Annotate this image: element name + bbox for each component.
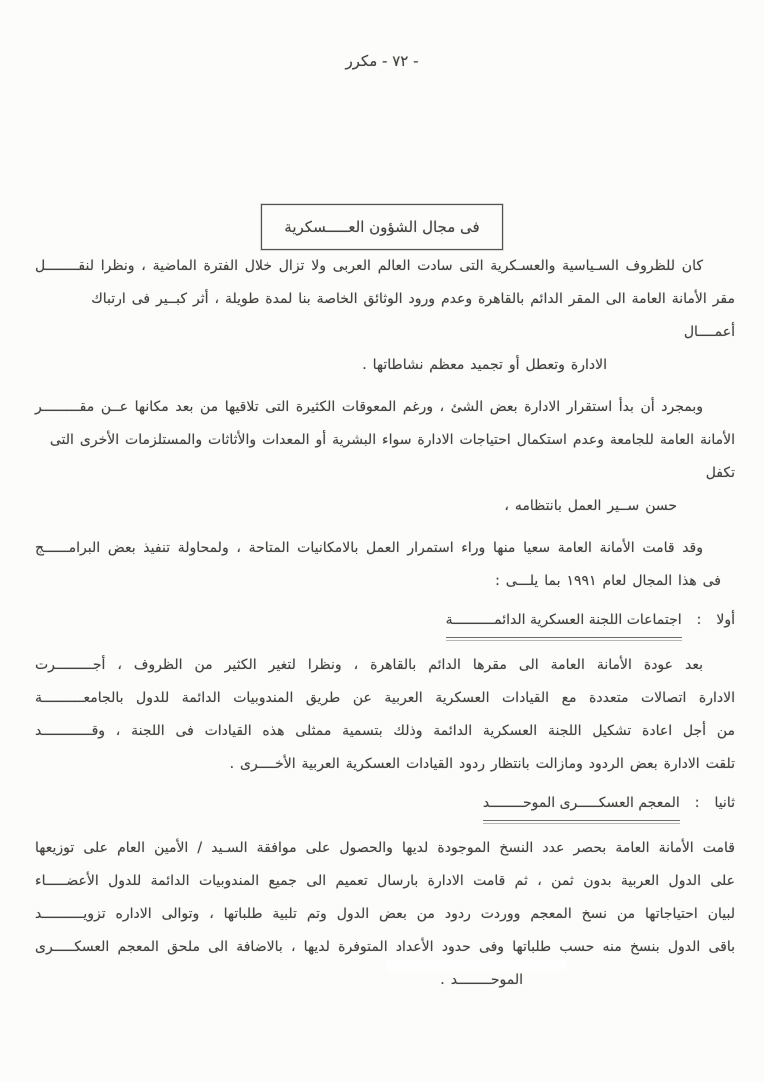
text-line: حسن ســير العمل بانتظامه ، bbox=[504, 498, 677, 514]
text-line: بعد عودة الأمانة العامة الى مقرها الدائم بالقاهرة ، ونظرا لتغير الكثير من الظروف ، أجـــــــــرت bbox=[35, 657, 703, 673]
text-line: الادارة اتصالات متعددة مع القيادات العسكرية العربية عن طريق المندوبيات الدائمة للدول بالجامعــــــــــة bbox=[35, 690, 735, 706]
paragraph bbox=[35, 832, 735, 997]
text-line: كان للظروف السـياسية والعسـكرية التى سادت العالم العربى ولا تزال خلال الفترة الماضية ، ونظرا لنقــــــــل bbox=[35, 258, 703, 274]
text-line: فى هذا المجال لعام ١٩٩١ بما يلـــى : bbox=[495, 573, 721, 589]
document-body bbox=[0, 250, 764, 997]
section-marker: ثانيا bbox=[714, 795, 735, 811]
section-title-box: فى مجال الشؤون العـــــسكرية bbox=[261, 204, 502, 250]
text-line: تلقت الادارة بعض الردود ومازالت بانتظار ردود القيادات العسكرية العربية الأخــــرى . bbox=[229, 756, 735, 772]
text-line: الأمانة العامة للجامعة وعدم استكمال احتياجات الادارة سواء البشرية أو المعدات والأثاثات والمستلزمات الأخرى التى تكفل bbox=[49, 432, 735, 481]
page-number-label: - ٧٢ - مكرر bbox=[345, 52, 419, 70]
section-heading-first bbox=[35, 607, 735, 638]
section-marker: أولا bbox=[716, 612, 735, 628]
text-line: وبمجرد أن بدأ استقرار الادارة بعض الشئ ، ورغم المعوقات الكثيرة التى تلاقيها من بعد مكانها عــن مقـــــــــر bbox=[35, 399, 703, 415]
section-colon: : bbox=[696, 612, 702, 628]
text-line: الموحــــــــد . bbox=[440, 972, 523, 988]
section-colon: : bbox=[694, 795, 700, 811]
text-line: على الدول العربية بدون ثمن ، ثم قامت الادارة بارسال تعميم الى جميع المندوبيات الدائمة للدول الأعضـــــاء bbox=[35, 873, 735, 889]
text-line: باقى الدول بنسخ منه حسب طلباتها وفى حدود الأعداد المتوفرة لديها ، بالاضافة الى ملحق المعجم العسكـــــرى bbox=[35, 939, 735, 955]
paragraph bbox=[35, 391, 735, 523]
section-heading-second bbox=[35, 790, 735, 821]
paragraph bbox=[35, 250, 735, 382]
paragraph bbox=[35, 532, 735, 598]
paragraph bbox=[35, 649, 735, 781]
section-heading-title: المعجم العسكـــــرى الموحــــــــد bbox=[483, 790, 680, 821]
scan-artifact bbox=[387, 959, 567, 971]
text-line: الادارة وتعطل أو تجميد معظم نشاطاتها . bbox=[362, 357, 607, 373]
text-line: من أجل اعادة تشكيل اللجنة العسكرية الدائمة وذلك بتسمية ممثلى هذه القيادات فى اللجنة ، وقــــــــــــد bbox=[35, 723, 735, 739]
text-line: مقر الأمانة العامة الى المقر الدائم بالقاهرة وعدم ورود الوثائق الخاصة بنا لمدة طويلة ، أثر كبــير فى ارتباك أعمــــال bbox=[91, 291, 735, 340]
section-heading-title: اجتماعات اللجنة العسكرية الدائمــــــــــة bbox=[446, 607, 682, 638]
text-line: قامت الأمانة العامة بحصر عدد النسخ الموجودة لديها والحصول على موافقة السـيد / الأمين العام على توزيعها bbox=[35, 840, 735, 856]
text-line: لبيان احتياجاتها من نسخ المعجم ووردت ردود من بعض الدول وتم تلبية طلباتها ، وتوالى الاداره تزويــــــــــد bbox=[35, 906, 735, 922]
text-line: وقد قامت الأمانة العامة سعيا منها وراء استمرار العمل بالامكانيات المتاحة ، ولمحاولة تنفيذ بعض البرامــــــج bbox=[35, 540, 703, 556]
title-box-container bbox=[0, 204, 764, 250]
